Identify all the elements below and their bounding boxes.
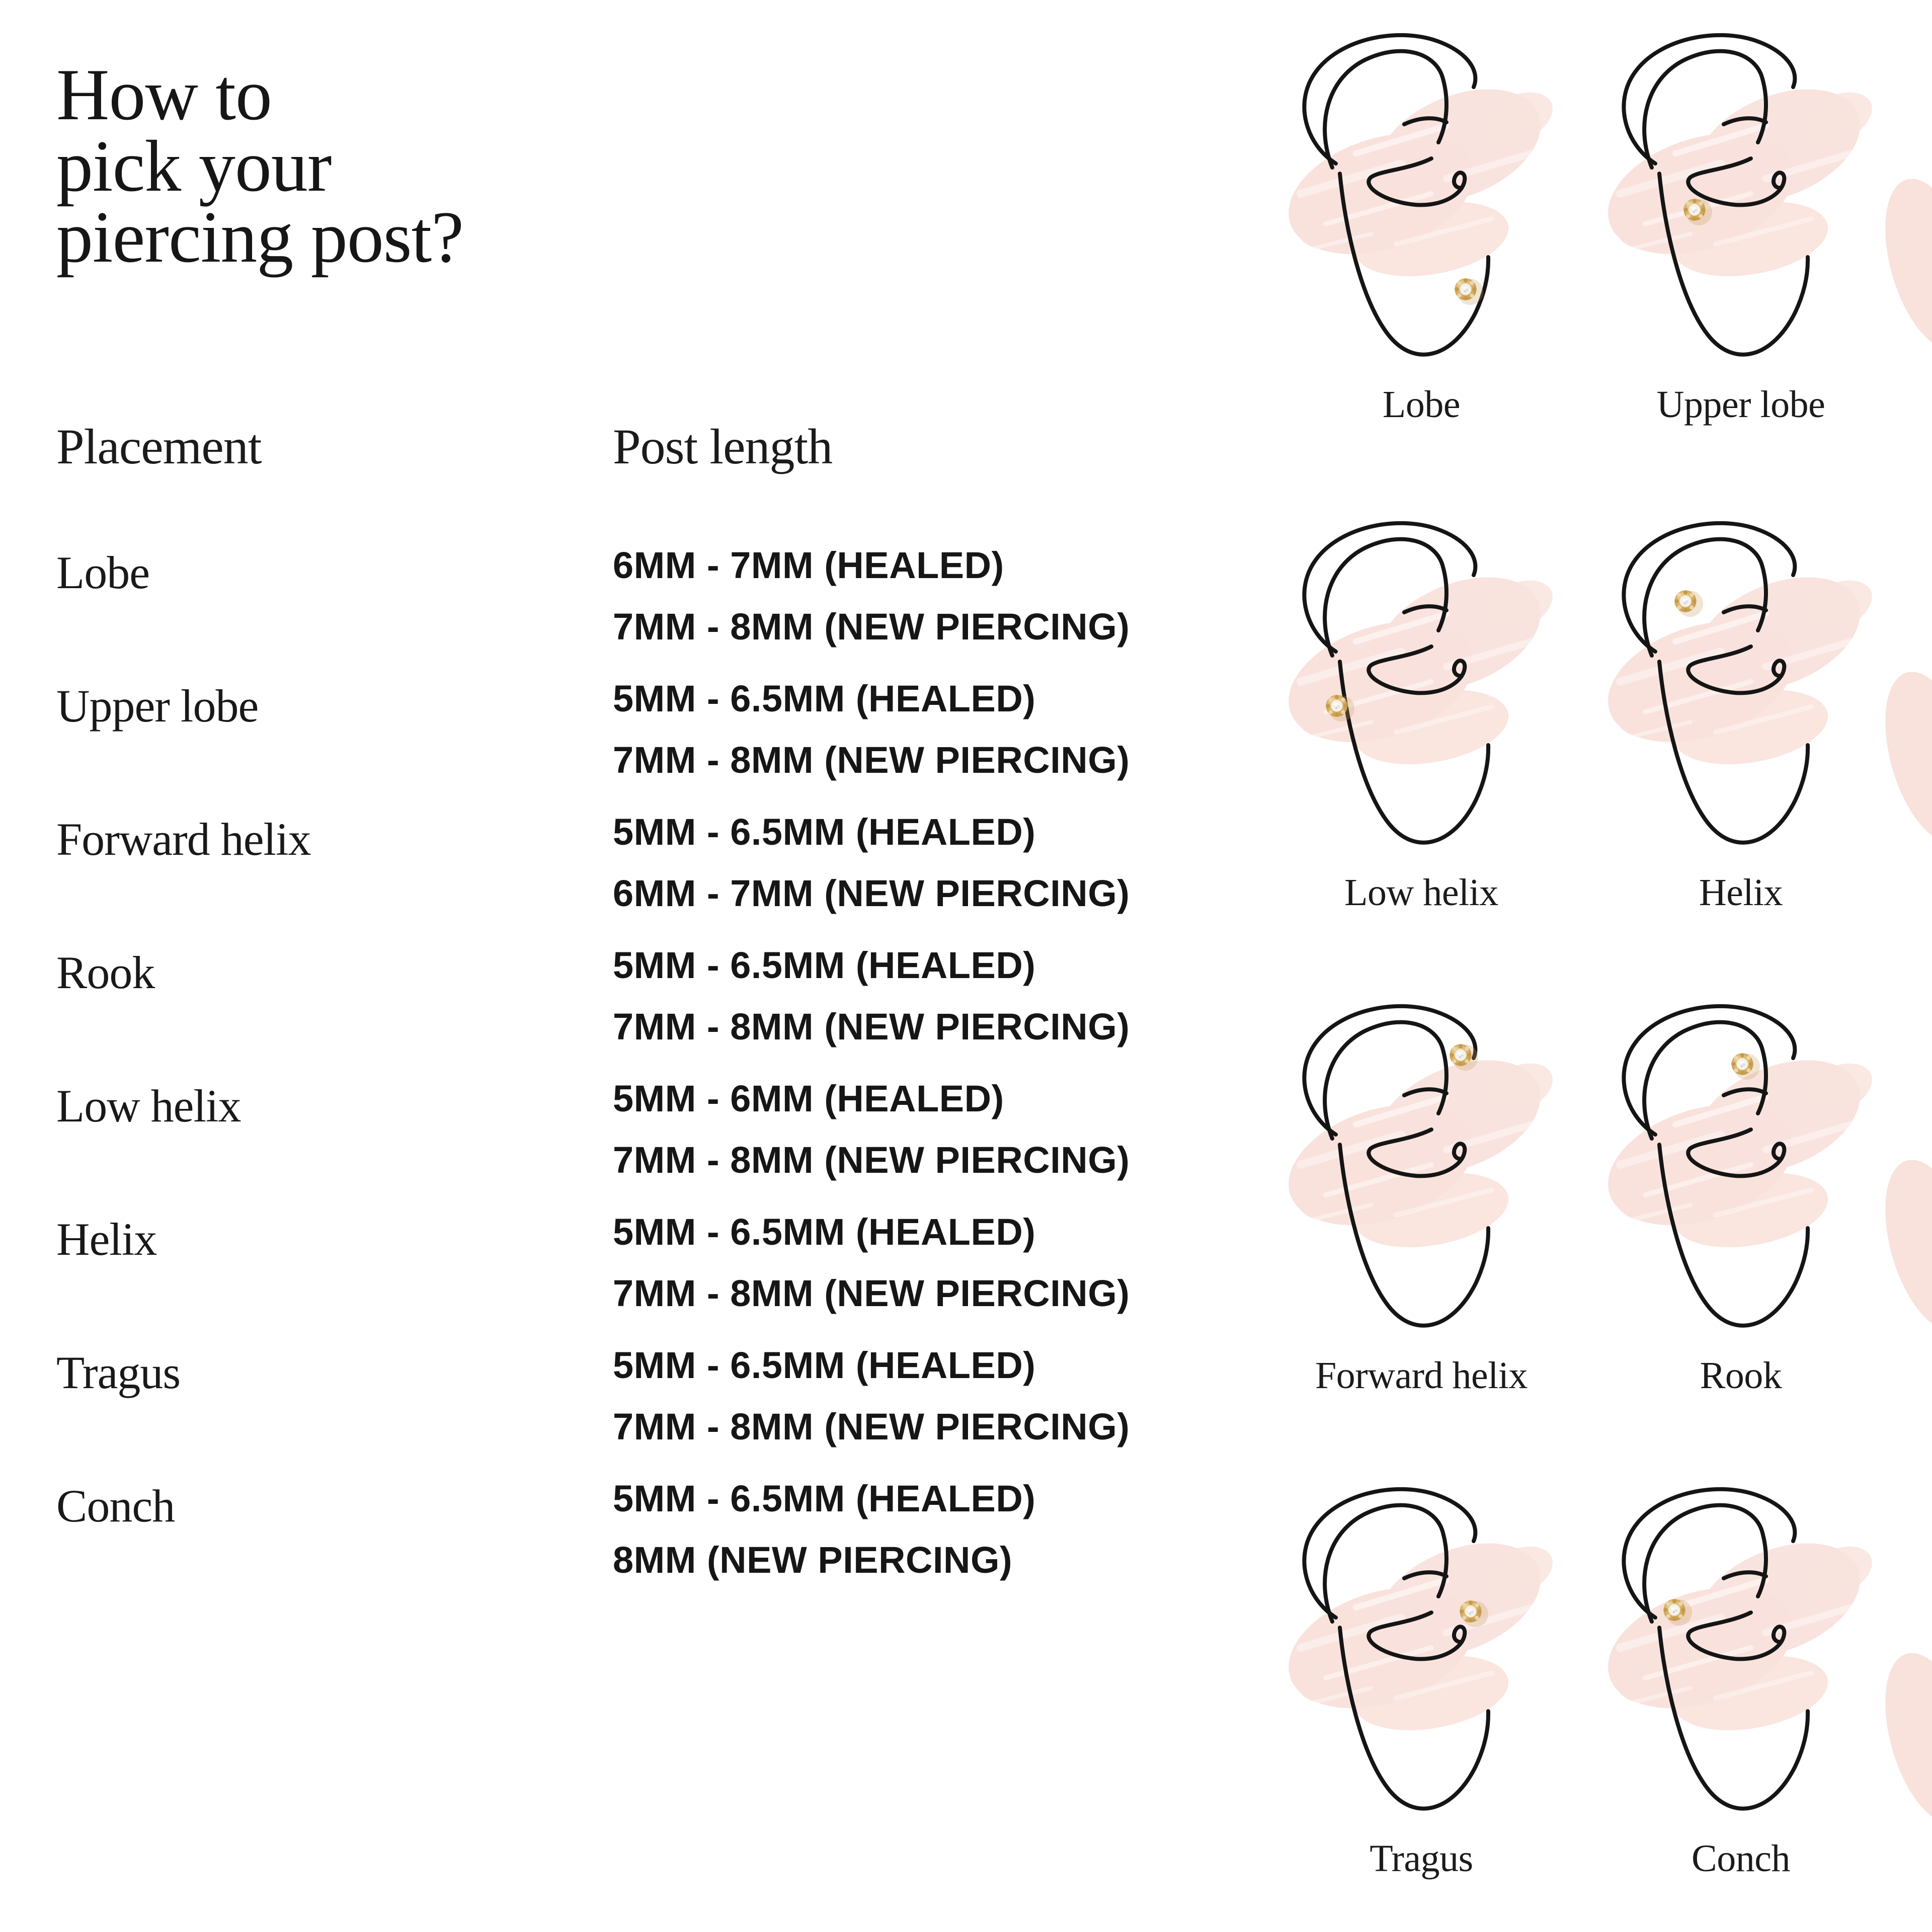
ear-diagram-tragus: [1280, 1482, 1562, 1889]
post-length-healed: 5MM - 6.5MM (HEALED): [613, 1478, 1036, 1519]
page-title: [56, 54, 464, 278]
column-header-placement: Placement: [56, 419, 262, 474]
ear-diagram-lobe: [1280, 28, 1562, 435]
title-line-3: piercing post?: [56, 196, 464, 278]
post-length-healed: 5MM - 6.5MM (HEALED): [613, 1344, 1036, 1386]
ear-label: Forward helix: [1315, 1354, 1527, 1397]
piercing-stud-icon: [1674, 590, 1703, 617]
placement-name: Low helix: [56, 1080, 241, 1132]
title-line-1: How to: [56, 54, 272, 135]
ear-illustration: [1600, 516, 1882, 868]
post-length-healed: 5MM - 6.5MM (HEALED): [613, 1211, 1036, 1253]
ear-label: Rook: [1700, 1354, 1782, 1397]
ear-label: Upper lobe: [1656, 383, 1825, 426]
post-length-new: 7MM - 8MM (NEW PIERCING): [613, 606, 1130, 648]
post-length-healed: 6MM - 7MM (HEALED): [613, 544, 1004, 586]
post-length-new: 7MM - 8MM (NEW PIERCING): [613, 1272, 1130, 1314]
post-length-healed: 5MM - 6MM (HEALED): [613, 1078, 1004, 1119]
placement-name: Rook: [56, 947, 155, 998]
ear-illustration: [1280, 28, 1562, 380]
post-length-new: 7MM - 8MM (NEW PIERCING): [613, 1006, 1130, 1048]
post-length-healed: 5MM - 6.5MM (HEALED): [613, 944, 1036, 986]
placement-name: Forward helix: [56, 814, 311, 865]
ear-illustration: [1600, 999, 1882, 1351]
post-length-new: 7MM - 8MM (NEW PIERCING): [613, 739, 1130, 781]
placement-name: Lobe: [56, 547, 150, 598]
ear-label: Lobe: [1382, 383, 1461, 426]
ear-label: Helix: [1699, 871, 1783, 914]
ear-illustration: [1280, 1482, 1562, 1834]
placement-name: Upper lobe: [56, 680, 259, 732]
ear-illustration: [1600, 1482, 1882, 1834]
post-length-healed: 5MM - 6.5MM (HEALED): [613, 678, 1036, 719]
placement-name: Tragus: [56, 1347, 181, 1398]
ear-diagram-conch: [1600, 1482, 1882, 1889]
ear-diagram-forward-helix: [1280, 999, 1562, 1406]
ear-illustration: [1280, 999, 1562, 1351]
ear-label: Tragus: [1370, 1837, 1473, 1880]
ear-diagram-rook: [1600, 999, 1882, 1406]
placement-name: Helix: [56, 1214, 157, 1265]
post-length-new: 7MM - 8MM (NEW PIERCING): [613, 1406, 1130, 1447]
ear-diagram-helix: [1600, 516, 1882, 923]
ear-illustration: [1600, 28, 1882, 380]
ear-label: Low helix: [1344, 871, 1498, 914]
post-length-new: 8MM (NEW PIERCING): [613, 1539, 1013, 1581]
ear-label: Conch: [1692, 1837, 1790, 1880]
column-header-post-length: Post length: [613, 419, 833, 474]
piercing-stud-icon: [1455, 278, 1483, 305]
ear-diagram-upper-lobe: [1600, 28, 1882, 435]
post-length-new: 7MM - 8MM (NEW PIERCING): [613, 1139, 1130, 1181]
ear-illustration: [1280, 516, 1562, 868]
piercing-stud-icon: [1731, 1053, 1760, 1080]
post-length-new: 6MM - 7MM (NEW PIERCING): [613, 872, 1130, 914]
placement-name: Conch: [56, 1480, 175, 1532]
title-line-2: pick your: [56, 125, 332, 207]
post-length-healed: 5MM - 6.5MM (HEALED): [613, 811, 1036, 853]
ear-diagram-low-helix: [1280, 516, 1562, 923]
